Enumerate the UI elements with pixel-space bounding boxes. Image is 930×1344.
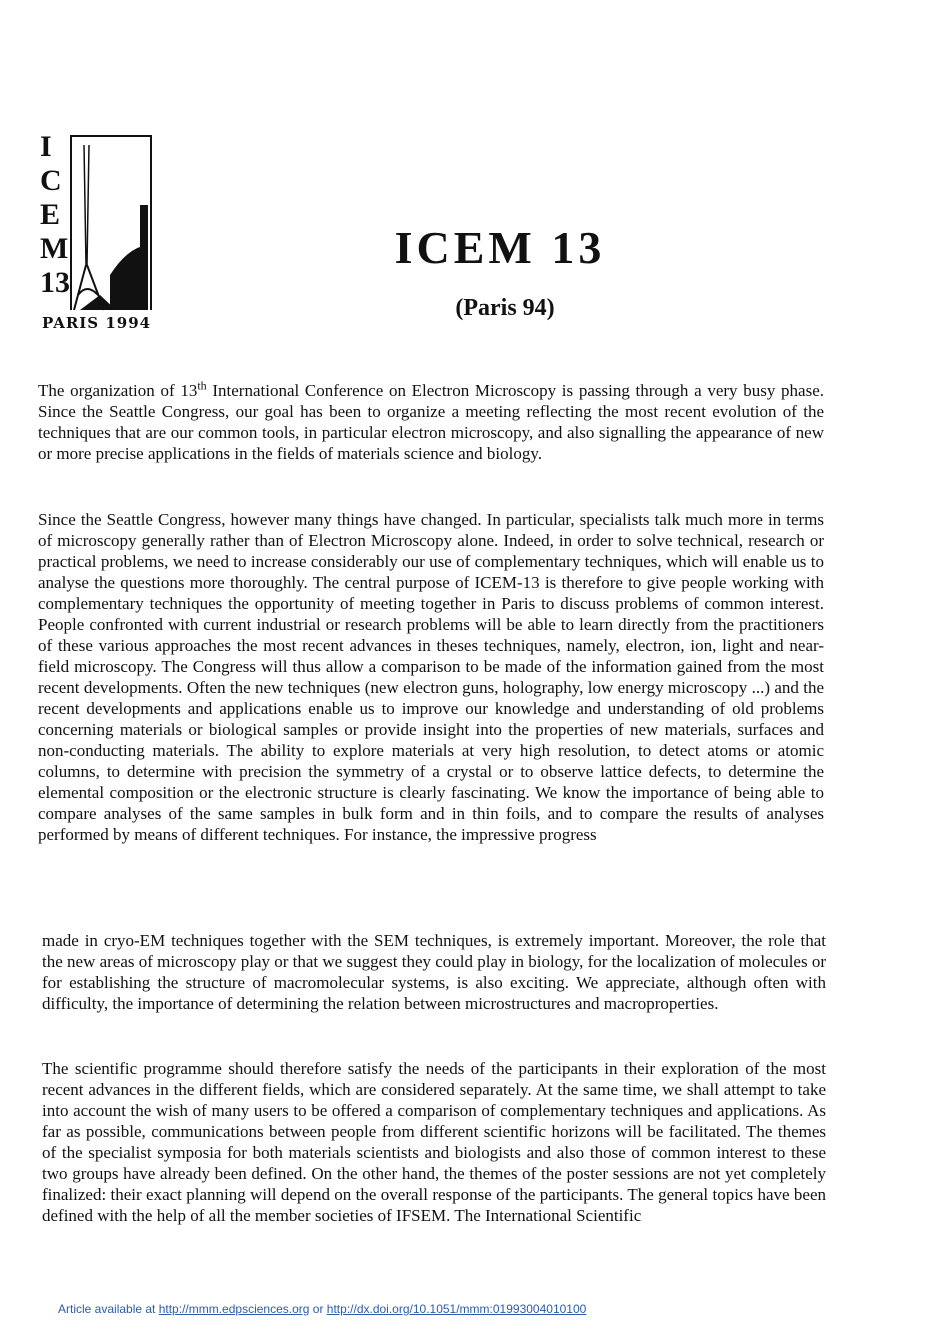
journal-link[interactable]: http://mmm.edpsciences.org: [158, 1302, 310, 1316]
logo-letters: [40, 130, 74, 300]
paragraph-cryo-em: made in cryo-EM techniques together with the SEM techniques, is extremely important. Moreover, the role that the new areas of microscopy play or that we suggest they could play in biology, for the localization of molecules or for establishing the structure of macromolecular systems, is also exciting. We appreciate, although often with difficulty, the importance of determining the relation between microstructures and macroproperties.: [42, 931, 826, 1013]
page-subtitle: (Paris 94): [455, 295, 555, 321]
page-title: ICEM 13: [394, 222, 606, 273]
icem-logo: [40, 130, 170, 340]
logo-letter: M: [40, 232, 69, 265]
doi-link[interactable]: http://dx.doi.org/10.1051/mmm:01993004010100: [326, 1302, 587, 1316]
logo-caption: PARIS 1994: [42, 314, 152, 332]
logo-letter: I: [40, 130, 52, 163]
eiffel-tower-icon: [70, 135, 152, 315]
paragraph-text: International Conference on Electron Microscopy is passing through a very busy phase. Since the Seattle Congress, our goal has been to organize a meeting reflecting the most recent evolution of the techniques that are our common tools, in particular electron microscopy, and also signalling the appearance of new or more precise applications in the fields of materials science and biology.: [38, 381, 824, 463]
footer-separator: or: [309, 1302, 327, 1316]
logo-letter: 13: [40, 266, 70, 299]
ordinal-superscript: th: [197, 378, 207, 393]
paragraph-changes: Since the Seattle Congress, however many things have changed. In particular, specialists talk much more in terms of microscopy generally rather than of Electron Microscopy alone. Indeed, in order to solve technical, research or practical problems, we need to increase considerably our use of complementary techniques, which will enable us to analyse the questions more thoroughly. The central purpose of ICEM-13 is therefore to give people working with complementary techniques the opportunity of meeting together in Paris to discuss problems of common interest. People confronted with current industrial or research problems will be able to learn directly from the practitioners of these various approaches the most recent advances in theses techniques, namely, electron, ion, light and near-field microscopy. The Congress will thus allow a comparison to be made of the information gained from the most recent developments. Often the new techniques (new electron guns, holography, low energy microscopy ...) and the recent developments and applications enable us to improve our knowledge and understanding of old problems concerning materials or biological samples or provide insight into the properties of new materials, surfaces and non-conducting materials. The ability to explore materials at very high resolution, to detect atoms or atomic columns, to determine with precision the symmetry of a crystal or to observe lattice defects, to determine the elemental composition or the electronic structure is clearly fascinating. We know the importance of being able to compare analyses of the same samples in bulk form and in thin foils, and to compare the results of analyses performed by means of different techniques. For instance, the impressive progress: [38, 510, 824, 844]
logo-letter: C: [40, 164, 62, 197]
paragraph-introduction: [38, 380, 824, 464]
paragraph-text: The organization of 13: [38, 381, 198, 400]
footer-prefix: Article available at: [58, 1302, 159, 1316]
footer-article-availability: [58, 1302, 586, 1316]
logo-letter: E: [40, 198, 61, 231]
paragraph-scientific-programme: The scientific programme should therefore satisfy the needs of the participants in their exploration of the most recent advances in the different fields, which are considered separately. At the same time, we shall attempt to take into account the wish of many users to be offered a comparison of complementary techniques and applications. As far as possible, communications between people from different scientific horizons will be facilitated. The themes of the specialist symposia for both materials scientists and biologists and also those of common interest to these two groups have already been defined. On the other hand, the themes of the poster sessions are not yet completely finalized: their exact planning will depend on the overall response of the participants. The general topics have been defined with the help of all the member societies of IFSEM. The International Scientific: [42, 1059, 826, 1225]
